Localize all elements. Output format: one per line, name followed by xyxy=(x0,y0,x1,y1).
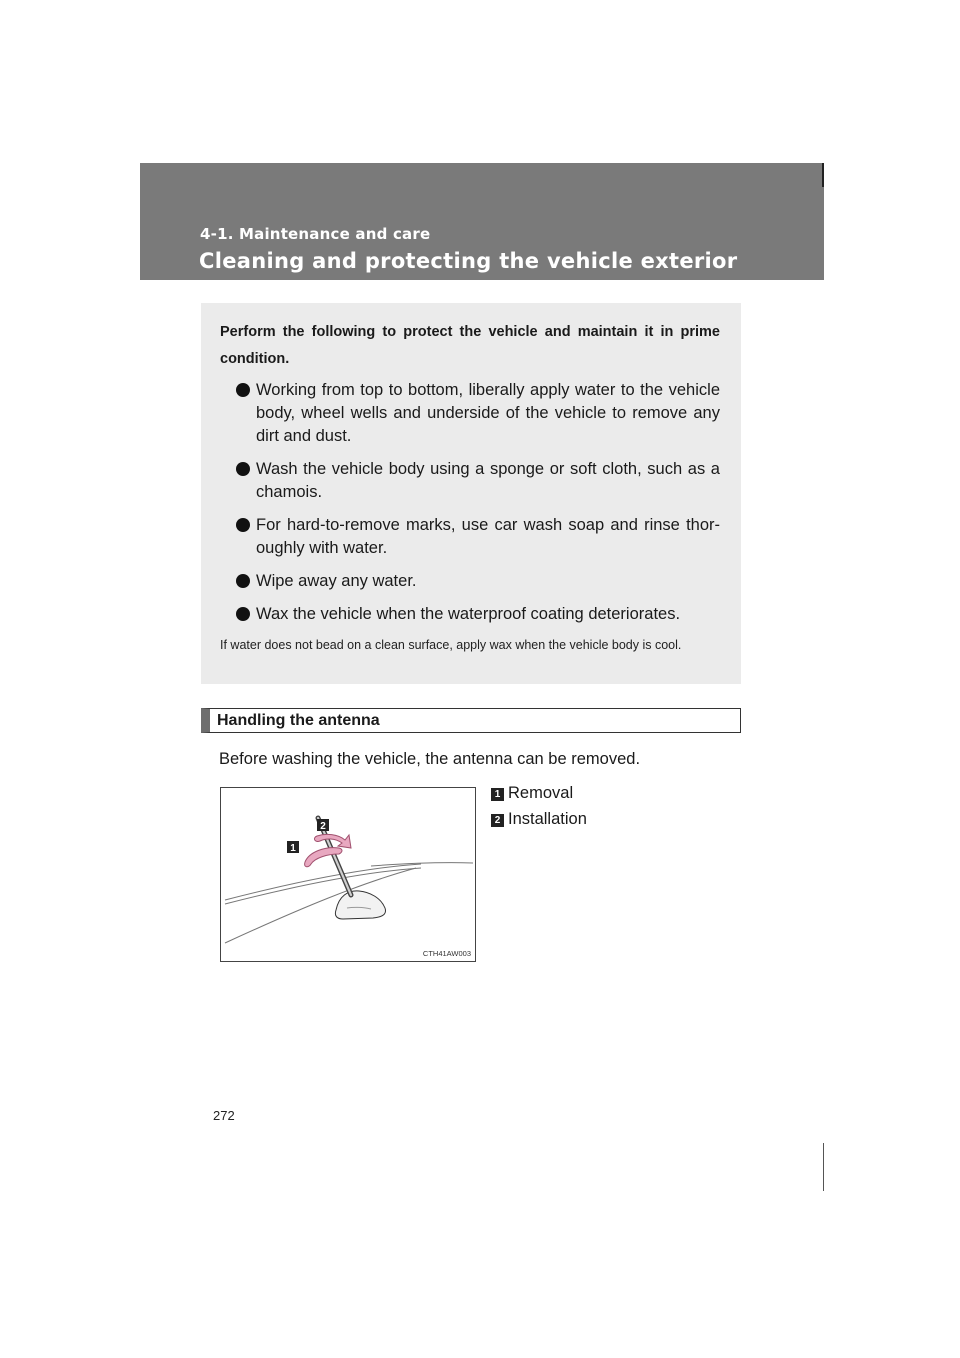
legend-item-removal xyxy=(491,782,573,805)
callout-2: 2 xyxy=(320,821,326,832)
bullet-icon xyxy=(236,462,250,476)
bullet-icon xyxy=(236,383,250,397)
body-text: Before washing the vehicle, the antenna can be removed. xyxy=(219,750,641,768)
list-item-text: Working from top to bottom, liberally apply water to the vehicle body, wheel wells and underside of the vehicle to remove any dirt and dust. xyxy=(256,381,720,445)
list-item xyxy=(220,514,720,560)
list-item-text: For hard-to-remove marks, use car wash soap and rinse thor-oughly with water. xyxy=(256,516,720,557)
intro-box xyxy=(201,303,741,684)
installation-arrow-icon xyxy=(314,834,351,848)
intro-list xyxy=(220,379,720,626)
bullet-icon xyxy=(236,574,250,588)
subsection-heading: Handling the antenna xyxy=(201,708,741,733)
list-item xyxy=(220,458,720,504)
legend-number-2: 2 xyxy=(491,814,504,827)
page-number: 272 xyxy=(213,1108,235,1123)
list-item xyxy=(220,603,720,626)
margin-rule xyxy=(823,1143,824,1191)
intro-lead: Perform the following to protect the vehicle and maintain it in prime condition. xyxy=(220,324,720,367)
list-item-text: Wipe away any water. xyxy=(256,572,417,590)
legend-label: Removal xyxy=(508,784,574,802)
header-corner-mark xyxy=(822,163,824,187)
antenna-figure xyxy=(220,787,476,962)
legend-number-1: 1 xyxy=(491,788,504,801)
bullet-icon xyxy=(236,607,250,621)
section-label: 4-1. Maintenance and care xyxy=(200,225,431,243)
list-item xyxy=(220,379,720,448)
callout-1: 1 xyxy=(290,843,296,854)
list-item-text: Wash the vehicle body using a sponge or soft cloth, such as a chamois. xyxy=(256,460,720,501)
page-title: Cleaning and protecting the vehicle exterior xyxy=(199,249,738,273)
legend-item-installation xyxy=(491,808,587,831)
bullet-icon xyxy=(236,518,250,532)
list-item xyxy=(220,570,720,593)
list-item-text: Wax the vehicle when the waterproof coating deteriorates. xyxy=(256,605,681,623)
intro-note: If water does not bead on a clean surface, apply wax when the vehicle body is cool. xyxy=(220,638,682,652)
antenna-illustration xyxy=(221,788,476,962)
legend-label: Installation xyxy=(508,810,587,828)
figure-code: CTH41AW003 xyxy=(422,949,471,958)
